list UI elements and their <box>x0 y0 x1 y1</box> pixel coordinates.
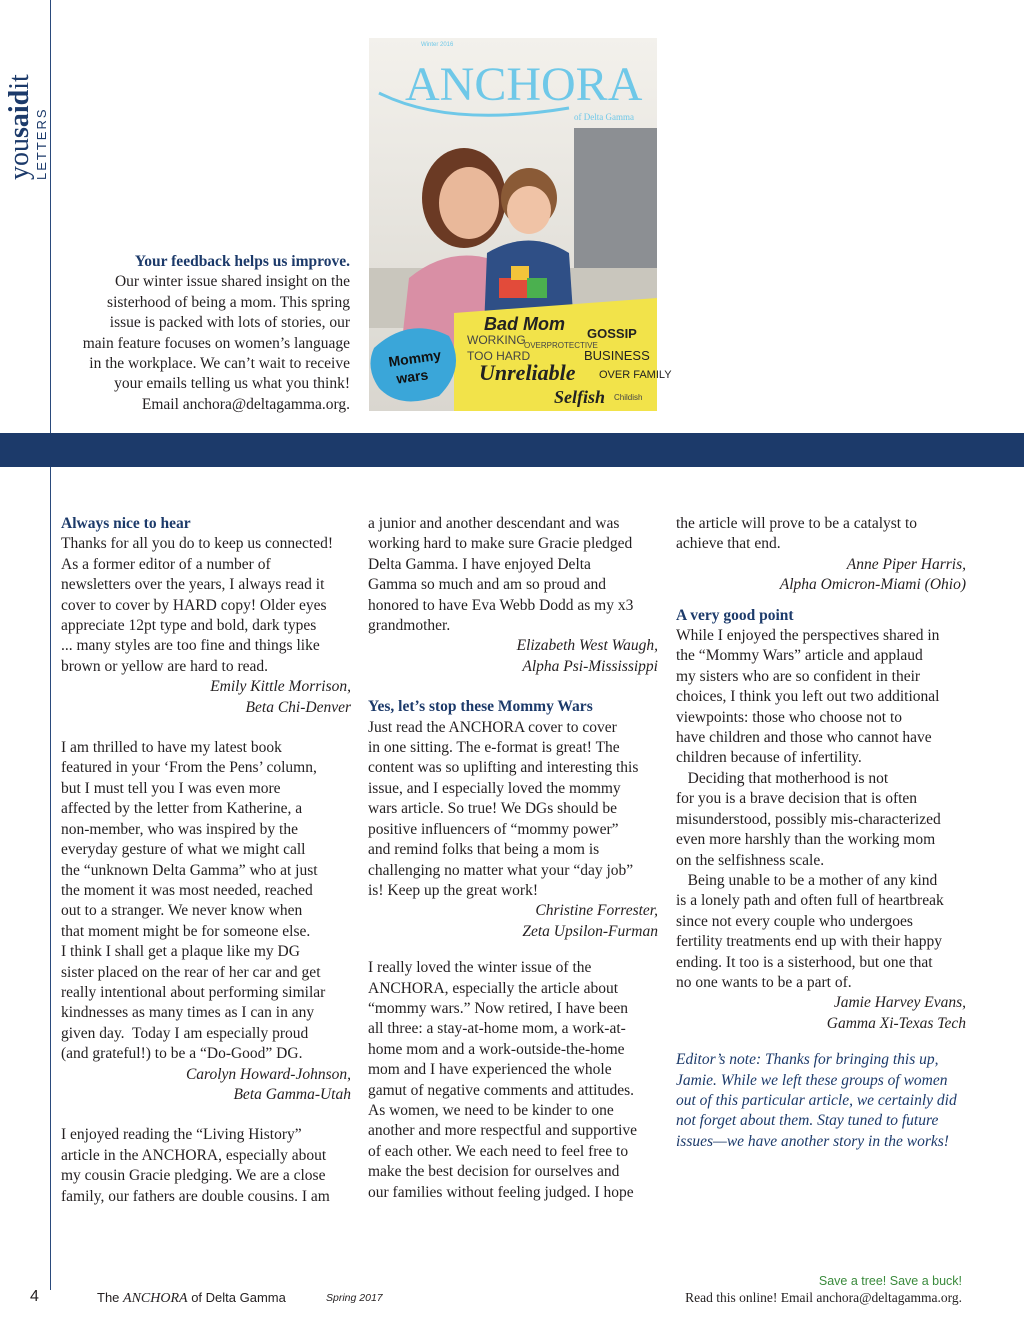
editors-note <box>676 1050 966 1152</box>
svg-text:OVERPROTECTIVE: OVERPROTECTIVE <box>524 341 598 350</box>
text-line: I am thrilled to have my latest book <box>61 739 282 757</box>
text-line: As a former editor of a number of <box>61 555 271 573</box>
svg-text:WORKING: WORKING <box>467 333 526 347</box>
text-line: gamut of negative comments and attitudes. <box>368 1081 635 1099</box>
text-line: featured in your ‘From the Pens’ column, <box>61 759 317 777</box>
text-line: given day. Today I am especially proud <box>61 1024 309 1042</box>
text-line: in one sitting. The e-format is great! The <box>368 739 620 757</box>
text-line: newsletters over the years, I always read it <box>61 576 325 594</box>
letter-body <box>61 1125 351 1207</box>
text-line: of each other. We each need to feel free to <box>368 1142 629 1160</box>
svg-text:BUSINESS: BUSINESS <box>584 348 650 363</box>
cover-subtitle: of Delta Gamma <box>574 112 634 122</box>
letter-body <box>676 514 966 555</box>
text-line: my cousin Gracie pledging. We are a close <box>61 1167 326 1185</box>
text-line: I think I shall get a plaque like my DG <box>61 943 300 961</box>
text-line: Thanks for all you do to keep us connected! <box>61 535 334 553</box>
cover-badge-line1: Mommy <box>387 346 443 370</box>
text-line: your emails telling us what you think! <box>114 375 350 393</box>
letter-body <box>368 514 658 636</box>
text-line: Email anchora@deltagamma.org. <box>141 395 350 413</box>
text-line: Anne Piper Harris, <box>846 555 966 573</box>
text-line: Emily Kittle Morrison, <box>210 678 351 696</box>
text-line: our families without feeling judged. I hope <box>368 1183 634 1201</box>
letter-signature <box>61 677 351 718</box>
text-line: Gamma so much and am so proud and <box>368 576 607 594</box>
letter-body <box>61 738 351 1065</box>
letter-body <box>676 626 966 993</box>
text-line: and remind folks that being a mom is <box>368 841 600 859</box>
letter-heading: Yes, let’s stop these Mommy Wars <box>368 698 593 716</box>
text-line: While I enjoyed the perspectives shared in <box>676 627 940 645</box>
text-line: not forget about them. Stay tuned to future <box>676 1112 939 1130</box>
text-line: non-member, who was inspired by the <box>61 820 298 838</box>
text-line: mom and I have experienced the whole <box>368 1061 612 1079</box>
text-line: Gamma Xi-Texas Tech <box>826 1014 966 1032</box>
text-line: choices, I think you left out two additional <box>676 688 940 706</box>
text-line: issues—we have another story in the works! <box>676 1132 949 1150</box>
text-line: Beta Chi-Denver <box>245 698 351 716</box>
text-line: sisterhood of being a mom. This spring <box>107 293 350 311</box>
text-line: Our winter issue shared insight on the <box>114 273 350 291</box>
section-subtitle: LETTERS <box>34 107 49 180</box>
text-line: issue is packed with lots of stories, our <box>109 314 350 332</box>
svg-text:Unreliable: Unreliable <box>479 360 576 385</box>
text-line: Deciding that motherhood is not <box>676 769 889 787</box>
letter-heading: Always nice to hear <box>61 515 191 532</box>
text-line: Christine Forrester, <box>535 902 658 920</box>
text-line: make the best decision for ourselves and <box>368 1163 620 1181</box>
text-line: I really loved the winter issue of the <box>368 959 592 977</box>
text-line: Beta Gamma-Utah <box>233 1085 351 1103</box>
text-line: “mommy wars.” Now retired, I have been <box>368 999 628 1017</box>
cover-issue: Winter 2016 <box>421 42 454 48</box>
text-line: Being unable to be a mother of any kind <box>676 871 938 889</box>
text-line: content was so uplifting and interesting this <box>368 759 639 777</box>
text-line: cover to cover by HARD copy! Older eyes <box>61 596 327 614</box>
letter-body <box>61 534 351 677</box>
margin-rule <box>50 0 51 1290</box>
text-line: no one wants to be a part of. <box>676 973 852 991</box>
text-line: ANCHORA, especially the article about <box>368 979 619 997</box>
text-line: even more harshly than the working mom <box>676 831 936 849</box>
publication-name: The ANCHORA of Delta Gamma <box>97 1290 286 1306</box>
text-line: the “Mommy Wars” article and applaud <box>676 647 923 665</box>
text-line: Alpha Psi-Mississippi <box>522 657 658 675</box>
text-line: really intentional about performing similar <box>61 983 326 1001</box>
text-line: but I must tell you I was even more <box>61 779 281 797</box>
text-line: is a lonely path and often full of heartbreak <box>676 892 944 910</box>
text-line: I enjoyed reading the “Living History” <box>61 1126 302 1144</box>
text-line: that moment might be for someone else. <box>61 922 311 940</box>
letter-signature <box>61 1065 351 1106</box>
text-line: wars article. So true! We DGs should be <box>368 800 617 818</box>
svg-text:GOSSIP: GOSSIP <box>587 326 637 341</box>
text-line: working hard to make sure Gracie pledged <box>368 535 633 553</box>
text-line: another and more respectful and supportive <box>368 1122 638 1140</box>
page-number: 4 <box>30 1288 39 1305</box>
section-title: yousaidit LETTERS <box>4 74 49 180</box>
text-line: misunderstood, possibly mis-characterized <box>676 810 941 828</box>
text-line: all three: a stay-at-home mom, a work-at- <box>368 1020 626 1038</box>
text-line: affected by the letter from Katherine, a <box>61 800 303 818</box>
text-line: Jamie. While we left these groups of women <box>676 1071 948 1089</box>
text-line: children because of infertility. <box>676 749 862 767</box>
svg-text:Bad Mom: Bad Mom <box>484 314 565 334</box>
text-line: Zeta Upsilon-Furman <box>522 922 658 940</box>
cover-badge-line2: wars <box>395 366 430 387</box>
text-line: on the selfishness scale. <box>676 851 825 869</box>
letters-column-3 <box>676 514 966 1152</box>
text-line: honored to have Eva Webb Dodd as my x3 <box>368 596 634 614</box>
text-line: is! Keep up the great work! <box>368 881 539 899</box>
text-line: the “unknown Delta Gamma” who at just <box>61 861 318 879</box>
letter-signature <box>368 636 658 677</box>
svg-text:OVER FAMILY: OVER FAMILY <box>599 369 672 381</box>
text-line: article in the ANCHORA, especially about <box>61 1146 327 1164</box>
svg-text:Selfish: Selfish <box>554 387 606 407</box>
text-line: family, our fathers are double cousins. I am <box>61 1187 330 1205</box>
text-line: a junior and another descendant and was <box>368 515 620 532</box>
text-line: (and grateful!) to be a “Do-Good” DG. <box>61 1045 303 1063</box>
read-online-link[interactable]: Read this online! Email anchora@deltagamma.org. <box>685 1290 962 1305</box>
letters-column-1 <box>61 514 351 1207</box>
magazine-cover <box>369 38 672 411</box>
svg-text:TOO HARD: TOO HARD <box>467 349 531 363</box>
letter-body <box>368 958 658 1203</box>
letters-column-2 <box>368 514 658 1203</box>
text-line: brown or yellow are hard to read. <box>61 657 269 675</box>
text-line: Elizabeth West Waugh, <box>516 637 658 655</box>
text-line: grandmother. <box>368 617 451 635</box>
text-line: Jamie Harvey Evans, <box>833 994 966 1012</box>
letter-heading: A very good point <box>676 606 794 624</box>
save-tree-note: Save a tree! Save a buck! <box>818 1274 962 1288</box>
text-line: main feature focuses on women’s language <box>82 334 350 352</box>
divider-band <box>0 433 1024 467</box>
text-line: my sisters who are so confident in their <box>676 667 921 685</box>
text-line: appreciate 12pt type and bold, dark types <box>61 617 317 635</box>
text-line: viewpoints: those who choose not to <box>676 708 903 726</box>
letter-signature <box>676 555 966 596</box>
text-line: kindnesses as many times as I can in any <box>61 1004 315 1022</box>
text-line: achieve that end. <box>676 535 781 553</box>
intro-heading: Your feedback helps us improve. <box>134 253 350 270</box>
text-line: issue, and I especially loved the mommy <box>368 779 621 797</box>
text-line: Alpha Omicron-Miami (Ohio) <box>779 576 966 594</box>
letter-signature <box>368 901 658 942</box>
text-line: Editor’s note: Thanks for bringing this up, <box>676 1051 939 1069</box>
text-line: home mom and a work-outside-the-home <box>368 1040 625 1058</box>
text-line: fertility treatments end up with their happy <box>676 933 943 951</box>
text-line: positive influencers of “mommy power” <box>368 820 619 838</box>
text-line: ... many styles are too fine and things like <box>61 637 320 655</box>
svg-text:Childish: Childish <box>614 393 643 402</box>
text-line: have children and those who cannot have <box>676 729 932 747</box>
cover-title: ANCHORA <box>405 58 643 111</box>
text-line: the moment it was most needed, reached <box>61 881 313 899</box>
text-line: Just read the ANCHORA cover to cover <box>368 718 617 736</box>
text-line: Carolyn Howard-Johnson, <box>185 1065 351 1083</box>
text-line: since not every couple who undergoes <box>676 912 913 930</box>
text-line: challenging no matter what your “day job” <box>368 861 634 879</box>
letter-body <box>368 718 658 902</box>
text-line: As women, we need to be kinder to one <box>368 1101 614 1119</box>
text-line: ending. It too is a sisterhood, but one that <box>676 953 933 971</box>
intro-text <box>60 252 350 415</box>
text-line: for you is a brave decision that is often <box>676 790 918 808</box>
text-line: Delta Gamma. I have enjoyed Delta <box>368 555 591 573</box>
letter-signature <box>676 993 966 1034</box>
issue-date: Spring 2017 <box>326 1292 383 1304</box>
text-line: sister placed on the rear of her car and get <box>61 963 321 981</box>
text-line: in the workplace. We can’t wait to receive <box>89 355 350 373</box>
text-line: everyday gesture of what we might call <box>61 841 306 859</box>
text-line: out to a stranger. We never know when <box>61 902 303 920</box>
text-line: the article will prove to be a catalyst to <box>676 515 918 532</box>
text-line: out of this particular article, we certainly did <box>676 1091 957 1109</box>
